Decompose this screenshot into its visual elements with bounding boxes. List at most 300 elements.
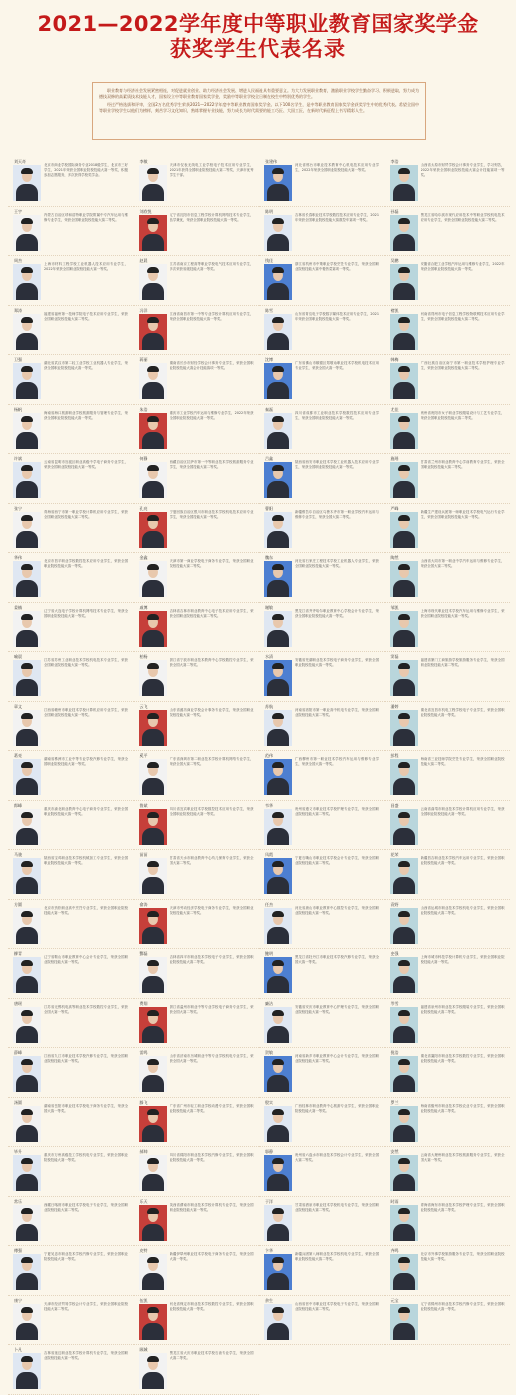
student-card — [134, 1198, 260, 1247]
student-card — [259, 554, 385, 603]
portrait-torso — [393, 1273, 415, 1290]
student-photo — [139, 413, 167, 449]
portrait-hair — [398, 614, 410, 620]
student-card — [8, 158, 134, 207]
student-card — [134, 208, 260, 257]
student-card — [385, 802, 511, 851]
portrait-torso — [16, 283, 38, 300]
student-card — [385, 1148, 511, 1197]
student-bio: 湖北省襄阳市职业技术学校数控专业学生，荣获全国职业院校技能大赛一等奖。 — [420, 1054, 505, 1064]
portrait-torso — [393, 531, 415, 548]
portrait-torso — [142, 828, 164, 845]
student-bio: 辽宁省鞍山市职业教育中心会计专业学生，荣获全国职业院校技能大赛一等奖。 — [44, 955, 128, 965]
student-card — [259, 1148, 385, 1197]
student-name: 施瑶 — [390, 456, 399, 461]
student-photo — [13, 1155, 41, 1191]
student-card — [8, 208, 134, 257]
student-name: 马骏 — [14, 852, 22, 857]
student-name: 袁野 — [390, 901, 399, 907]
portrait-hair — [272, 614, 284, 620]
portrait-torso — [16, 333, 38, 350]
portrait-hair — [21, 861, 33, 867]
student-card — [134, 158, 260, 207]
student-bio: 吉林省延边职业技术学校计算机专业学生，荣获全国职业院校技能大赛一等奖。 — [44, 1351, 128, 1361]
student-name: 康宁 — [14, 1297, 22, 1303]
portrait-torso — [393, 1026, 415, 1043]
student-name: 卫强 — [14, 357, 22, 362]
student-card — [385, 554, 511, 603]
portrait-torso — [16, 580, 38, 597]
student-photo — [264, 1155, 292, 1191]
student-name: 邹凯 — [390, 604, 399, 610]
student-name: 齐鸣 — [390, 1248, 399, 1253]
student-bio: 北京市劲松职业高中烹饪专业学生，荣获全国职业院校技能大赛一等奖。 — [44, 905, 128, 915]
portrait-hair — [21, 168, 33, 174]
student-photo — [139, 1205, 167, 1241]
student-photo — [139, 759, 167, 795]
portrait-hair — [398, 960, 410, 966]
portrait-hair — [21, 911, 33, 917]
student-name: 花荣 — [390, 852, 399, 857]
portrait-torso — [142, 1026, 164, 1043]
student-bio: 广西壮族自治区南宁市第一职业技术学校护理专业学生，荣获全国职业院校技能大赛二等奖。 — [420, 361, 505, 371]
student-photo — [13, 314, 41, 350]
portrait-torso — [393, 1125, 415, 1142]
portrait-hair — [398, 1059, 410, 1065]
portrait-torso — [267, 778, 289, 795]
student-card — [134, 901, 260, 950]
portrait-hair — [272, 713, 284, 719]
portrait-hair — [147, 1356, 159, 1362]
student-name: 贺敏 — [265, 1050, 273, 1055]
student-bio: 上海市现代职业技术学校汽车运用与维修专业学生，荣获全国职业院校技能大赛一等奖。 — [420, 608, 505, 618]
student-photo — [390, 710, 418, 746]
student-photo — [264, 314, 292, 350]
portrait-hair — [21, 960, 33, 966]
student-name: 时雨 — [390, 1198, 399, 1204]
portrait-hair — [272, 663, 284, 669]
portrait-hair — [398, 267, 410, 273]
student-photo — [13, 809, 41, 845]
student-bio: 陕西省西安市职业技术学校工业机器人技术应用专业学生，荣获全国职业院校技能大赛一等奖。 — [295, 460, 379, 470]
student-name: 顾城 — [139, 1347, 148, 1352]
portrait-hair — [21, 762, 33, 768]
student-photo — [390, 858, 418, 894]
portrait-torso — [142, 283, 164, 300]
student-card — [259, 307, 385, 356]
student-name: 蒋丽 — [139, 357, 148, 362]
student-bio: 河北省邢台市职业技术教育中心机电技术应用专业学生，2022年荣获全国职业院校技能大赛一等奖。 — [295, 163, 379, 173]
portrait-hair — [398, 1307, 410, 1313]
portrait-hair — [272, 218, 284, 224]
student-bio: 江西省九江市职业技术学校汽修专业学生，荣获全国职业院校技能大赛一等奖。 — [44, 1054, 128, 1064]
student-name: 陶然 — [390, 555, 399, 560]
portrait-hair — [21, 1010, 33, 1016]
student-bio: 江西省赣州市职业技术学校计算机应用专业学生，荣获全国职业院校技能大赛一等奖。 — [44, 707, 128, 717]
student-card — [8, 1247, 134, 1296]
student-card — [385, 1297, 511, 1346]
student-card — [8, 901, 134, 950]
student-bio: 上海市城市科技学校计算机专业学生，荣获全国职业院校技能大赛一等奖。 — [420, 955, 505, 965]
student-card — [134, 455, 260, 504]
student-card — [385, 1247, 511, 1296]
student-name: 李敏 — [139, 159, 148, 164]
student-photo — [139, 314, 167, 350]
student-bio: 青海省海东市职业技术学校护理专业学生，荣获全国职业院校技能大赛二等奖。 — [420, 1202, 505, 1212]
student-photo — [13, 710, 41, 746]
portrait-torso — [393, 1323, 415, 1340]
student-bio: 黑龙江省哈尔滨市现代应用技术中等职业学校机电技术应用专业学生，荣获全国职业院校技能大赛二等奖。 — [420, 212, 505, 222]
student-card — [134, 1148, 260, 1197]
portrait-torso — [267, 976, 289, 993]
student-card — [134, 406, 260, 455]
student-name: 喻晨 — [14, 654, 22, 659]
portrait-torso — [16, 432, 38, 449]
portrait-torso — [142, 531, 164, 548]
student-photo — [13, 413, 41, 449]
intro-paragraph: 经过严格选拔和评审，全国2万名优秀学生荣获2021—2022学年度中等职业教育国家奖学金。以下100名学生，是中等职业教育国家奖学金获奖学生中的优秀代表。希望全国中等职业学校学生以他们为榜样，刻苦学习文化知识，熟练掌握专业技能，努力成长为时代需要的能工巧匠、大国工匠，在新时代新征程上书写精彩人生。 — [99, 101, 419, 113]
portrait-torso — [142, 1174, 164, 1191]
portrait-torso — [267, 1323, 289, 1340]
student-bio: 新疆兵团第八师职业技术学校机电专业学生，荣获全国职业院校技能大赛二等奖。 — [295, 1252, 379, 1262]
portrait-hair — [21, 1257, 33, 1263]
student-card — [259, 653, 385, 702]
student-card — [259, 1099, 385, 1148]
student-bio: 陕西省渭南市职业技术学校计算机专业学生，荣获全国职业院校技能大赛一等奖。 — [169, 1202, 254, 1212]
student-bio: 广东省深圳市第二职业技术学校计算机网络专业学生，荣获全国大赛二等奖。 — [169, 757, 254, 767]
student-card — [8, 604, 134, 653]
student-photo — [390, 264, 418, 300]
portrait-torso — [142, 184, 164, 201]
student-card — [385, 1000, 511, 1049]
portrait-torso — [142, 679, 164, 696]
student-name: 余生 — [265, 1297, 273, 1303]
student-name: 金鑫 — [139, 555, 148, 560]
student-photo — [264, 264, 292, 300]
student-photo — [13, 512, 41, 548]
portrait-torso — [393, 828, 415, 845]
portrait-hair — [21, 218, 33, 224]
student-bio: 黑龙江省齐齐哈尔职业教育中心学校会计专业学生，荣获全国职业院校技能大赛一等奖。 — [295, 608, 379, 618]
portrait-hair — [272, 1158, 284, 1164]
portrait-torso — [393, 580, 415, 597]
portrait-hair — [21, 614, 33, 620]
portrait-torso — [142, 1075, 164, 1092]
portrait-torso — [267, 333, 289, 350]
student-card — [259, 752, 385, 801]
student-bio: 新疆生产建设兵团第一师职业技术学校电气运行专业学生，荣获全国职业院校技能大赛一等奖。 — [420, 509, 505, 519]
portrait-torso — [142, 1224, 164, 1241]
student-bio: 山西省大同市第一职业中学汽车运用与维修专业学生，荣获全国大赛二等奖。 — [420, 559, 505, 569]
student-bio: 宁夏石嘴山市职业技术学校会计专业学生，荣获全国职业院校技能大赛二等奖。 — [295, 856, 379, 866]
student-card — [134, 356, 260, 405]
student-bio: 甘肃省兰州市职业教育中心学前教育专业学生，荣获全国职业院校技能大赛二等奖。 — [420, 460, 505, 470]
student-name: 廉洁 — [265, 1000, 273, 1006]
student-name: 皮特 — [139, 1248, 148, 1253]
student-bio: 河南省郑州市电子信息工程学校物联网技术应用专业学生，荣获全国职业院校技能大赛二等奖。 — [420, 311, 505, 321]
student-card — [259, 1247, 385, 1296]
student-name: 严峰 — [390, 505, 399, 511]
portrait-hair — [21, 317, 33, 323]
portrait-torso — [267, 234, 289, 251]
student-bio: 西藏自治区拉萨市第一中等职业技术学校旅游服务专业学生，荣获全国技能大赛二等奖。 — [169, 460, 254, 470]
portrait-torso — [16, 729, 38, 746]
student-photo — [13, 908, 41, 944]
portrait-torso — [393, 927, 415, 944]
student-name: 韦华 — [265, 802, 273, 808]
student-card — [134, 752, 260, 801]
student-card — [134, 1297, 260, 1346]
student-name: 钱佳 — [265, 258, 273, 263]
portrait-torso — [393, 283, 415, 300]
student-card — [8, 1000, 134, 1049]
student-card — [385, 505, 511, 554]
portrait-torso — [16, 828, 38, 845]
student-bio: 山东省潍坊商业学校会计事务专业学生，荣获全国职业院校技能大赛一等奖。 — [169, 707, 254, 717]
portrait-torso — [267, 1174, 289, 1191]
student-card — [385, 703, 511, 752]
portrait-hair — [21, 465, 33, 471]
portrait-hair — [147, 317, 159, 323]
student-photo — [139, 611, 167, 647]
student-card — [8, 802, 134, 851]
student-card — [259, 1000, 385, 1049]
portrait-hair — [398, 1257, 410, 1263]
student-card — [8, 455, 134, 504]
student-bio: 云南省曲靖市职业技术学校计算机应用专业学生，荣获全国职业院校技能大赛一等奖。 — [420, 806, 505, 816]
student-name: 史强 — [390, 951, 399, 956]
student-photo — [264, 660, 292, 696]
student-card — [8, 1049, 134, 1098]
student-name: 雷鸣 — [139, 1050, 148, 1055]
student-bio: 辽宁省锦州市职业技术学校汽修专业学生，荣获全国职业院校技能大赛一等奖。 — [420, 1301, 505, 1311]
portrait-torso — [267, 283, 289, 300]
student-photo — [13, 1106, 41, 1142]
student-name: 曹阳 — [265, 505, 273, 511]
portrait-hair — [147, 465, 159, 471]
student-card — [259, 1049, 385, 1098]
student-name: 刘天奇 — [14, 159, 26, 164]
portrait-hair — [147, 1109, 159, 1115]
portrait-torso — [267, 1075, 289, 1092]
student-bio: 四川省宜宾职业技术学校数控技术应用专业学生，荣获全国职业院校技能大赛一等奖。 — [169, 806, 254, 816]
student-photo — [264, 1205, 292, 1241]
portrait-hair — [398, 911, 410, 917]
student-bio: 河北省唐山市职业教育中心数控专业学生，荣获全国职业院校技能大赛一等奖。 — [295, 905, 379, 915]
student-photo — [139, 908, 167, 944]
portrait-hair — [21, 1307, 33, 1313]
student-name: 魏东 — [265, 555, 273, 560]
student-name: 郎峰 — [14, 802, 22, 808]
portrait-hair — [21, 713, 33, 719]
portrait-torso — [142, 778, 164, 795]
portrait-torso — [142, 481, 164, 498]
student-photo — [390, 1007, 418, 1043]
student-name: 昌盛 — [390, 802, 399, 808]
student-photo — [139, 710, 167, 746]
student-bio: 山西省运城市职业技术学校机电专业学生，荣获全国职业院校技能大赛二等奖。 — [420, 905, 505, 915]
student-card — [134, 653, 260, 702]
student-card — [134, 1099, 260, 1148]
student-name: 邬静 — [265, 1149, 273, 1154]
student-card — [259, 703, 385, 752]
portrait-hair — [272, 762, 284, 768]
portrait-torso — [16, 1125, 38, 1142]
student-photo — [13, 957, 41, 993]
student-bio: 广东省佛山市顺德区郑敬诒职业技术学校机电技术应用专业学生，荣获全国大赛一等奖。 — [295, 361, 379, 371]
student-bio: 福建省厦门工商旅游学校旅游服务专业学生，荣获全国职业院校技能大赛二等奖。 — [420, 658, 505, 668]
student-bio: 宁夏回族自治区银川市职业技术学校机电技术应用专业学生，荣获全国技能大赛一等奖。 — [169, 509, 254, 519]
portrait-torso — [142, 927, 164, 944]
portrait-torso — [16, 1323, 38, 1340]
portrait-hair — [398, 663, 410, 669]
portrait-torso — [393, 184, 415, 201]
portrait-torso — [142, 877, 164, 894]
portrait-torso — [16, 679, 38, 696]
portrait-torso — [267, 481, 289, 498]
portrait-hair — [398, 515, 410, 521]
student-name: 杨帆 — [14, 406, 22, 412]
portrait-torso — [142, 1323, 164, 1340]
student-photo — [390, 1155, 418, 1191]
student-card — [8, 851, 134, 900]
student-card — [134, 1247, 260, 1296]
student-name: 戚博 — [139, 604, 148, 610]
portrait-hair — [21, 267, 33, 273]
portrait-torso — [267, 927, 289, 944]
student-photo — [264, 462, 292, 498]
student-card — [134, 802, 260, 851]
student-name: 李浩 — [390, 159, 399, 164]
student-bio: 云南省昆明市官渡区职业高级中学电子商务专业学生，荣获全国职业院校技能大赛一等奖。 — [44, 460, 128, 470]
portrait-hair — [147, 267, 159, 273]
student-photo — [264, 611, 292, 647]
student-bio: 湖北省宜昌市机电工程学校电子专业学生，荣获全国职业院校技能大赛一等奖。 — [420, 707, 505, 717]
student-card — [385, 356, 511, 405]
student-bio: 黑龙江省大庆市职业技术学校石油专业学生，荣获全国大赛二等奖。 — [169, 1351, 254, 1361]
student-name: 窦磊 — [390, 654, 399, 659]
portrait-torso — [16, 1174, 38, 1191]
student-card — [385, 406, 511, 455]
student-photo — [13, 1254, 41, 1290]
student-photo — [264, 1304, 292, 1340]
student-name: 褚凯 — [390, 307, 399, 313]
portrait-torso — [142, 630, 164, 647]
portrait-torso — [393, 729, 415, 746]
student-name: 王宇 — [14, 208, 22, 214]
portrait-torso — [393, 234, 415, 251]
student-photo — [390, 512, 418, 548]
portrait-torso — [393, 778, 415, 795]
student-bio: 湖南省岳阳市职业技术学校电子商务专业学生，荣获全国大赛一等奖。 — [44, 1103, 128, 1113]
student-photo — [13, 165, 41, 201]
student-name: 章文 — [14, 703, 22, 709]
student-photo — [139, 1106, 167, 1142]
student-bio: 甘肃省天水市职业教育中心幼儿保育专业学生，荣获全国大赛二等奖。 — [169, 856, 254, 866]
student-photo — [139, 1254, 167, 1290]
student-name: 周杰 — [14, 258, 22, 263]
student-bio: 山西省晋中市职业技术学校电子专业学生，荣获全国职业院校技能大赛二等奖。 — [295, 1301, 379, 1311]
student-bio: 海南省三亚技师学院烹饪专业学生，荣获全国职业院校技能大赛二等奖。 — [420, 757, 505, 767]
student-bio: 福建省福州第一技师学院电子技术应用专业学生，荣获全国职业院校技能大赛二等奖。 — [44, 311, 128, 321]
student-name: 水清 — [265, 654, 273, 659]
student-name: 伍凯 — [139, 1297, 148, 1303]
student-name: 苏航 — [265, 703, 273, 709]
student-card — [8, 1148, 134, 1197]
student-bio: 安徽省合肥工业学校汽车运用与维修专业学生，2022年荣获全国职业院校技能大赛一等奖。 — [420, 262, 505, 272]
student-photo — [139, 561, 167, 597]
portrait-torso — [16, 877, 38, 894]
student-name: 沈博 — [265, 357, 273, 362]
student-photo — [13, 1056, 41, 1092]
student-name: 范伟 — [265, 753, 273, 758]
student-name: 殷实 — [265, 1099, 273, 1105]
student-card — [259, 1297, 385, 1346]
student-name: 汤圆 — [14, 1099, 22, 1105]
student-photo — [139, 1155, 167, 1191]
student-photo — [264, 809, 292, 845]
student-photo — [390, 1304, 418, 1340]
student-name: 俞涛 — [139, 901, 148, 907]
portrait-hair — [272, 267, 284, 273]
student-card — [385, 1099, 511, 1148]
student-bio: 新疆伊犁州职业技术学校电子商务专业学生，荣获全国大赛一等奖。 — [169, 1252, 254, 1262]
student-bio: 新疆昌吉职业技术学校汽车运用专业学生，荣获全国职业院校技能大赛一等奖。 — [420, 856, 505, 866]
portrait-torso — [393, 1174, 415, 1191]
portrait-hair — [398, 861, 410, 867]
student-photo — [13, 759, 41, 795]
student-card — [385, 604, 511, 653]
student-card — [8, 653, 134, 702]
student-grid — [8, 158, 510, 1361]
student-photo — [139, 1007, 167, 1043]
portrait-torso — [16, 778, 38, 795]
student-card — [259, 802, 385, 851]
portrait-hair — [398, 564, 410, 570]
student-bio: 天津市劳动经济学校电子商务专业学生，荣获全国职业院校技能大赛二等奖。 — [169, 905, 254, 915]
student-bio: 浙江省宁波市职业技术教育中心学校数控专业学生，荣获全国大赛二等奖。 — [169, 658, 254, 668]
student-bio: 江西省南昌市第一中等专业学校计算机应用专业学生，荣获全国职业院校技能大赛一等奖。 — [169, 311, 254, 321]
student-name: 卜凡 — [14, 1347, 22, 1352]
student-name: 郑涛 — [14, 307, 22, 313]
student-name: 酆磊 — [139, 951, 148, 956]
student-card — [8, 257, 134, 306]
portrait-hair — [398, 1109, 410, 1115]
portrait-torso — [393, 679, 415, 696]
portrait-torso — [16, 382, 38, 399]
student-name: 岑雪 — [390, 1000, 399, 1006]
portrait-hair — [21, 515, 33, 521]
student-photo — [264, 1106, 292, 1142]
student-name: 冯洋 — [139, 307, 148, 313]
student-photo — [13, 1353, 41, 1389]
student-photo — [13, 611, 41, 647]
portrait-hair — [147, 1010, 159, 1016]
student-photo — [139, 363, 167, 399]
student-name: 唐瑶 — [14, 1000, 22, 1006]
student-bio: 河北省石家庄工程技术学校工业机器人专业学生，荣获全国职业院校技能大赛一等奖。 — [295, 559, 379, 569]
student-bio: 海南省海口旅游职业学校旅游服务与管理专业学生，荣获全国职业院校技能大赛一等奖。 — [44, 410, 128, 420]
student-bio: 江苏省苏州工业职业技术学校机电技术专业学生，荣获全国职业院校技能大赛一等奖。 — [44, 658, 128, 668]
student-photo — [264, 413, 292, 449]
student-bio: 天津市经济贸易学校会计专业学生，荣获全国职业院校技能大赛二等奖。 — [44, 1301, 128, 1311]
student-bio: 湖北省武汉市第二轻工业学校工业机器人专业学生，荣获全国职业院校技能大赛一等奖。 — [44, 361, 128, 371]
student-card — [8, 356, 134, 405]
student-name: 云飞 — [139, 703, 148, 709]
student-bio: 湖南省长沙市财经学校会计事务专业学生，荣获全国职业院校技能大赛会计技能赛项一等奖。 — [169, 361, 254, 371]
student-card — [259, 851, 385, 900]
portrait-torso — [393, 1075, 415, 1092]
